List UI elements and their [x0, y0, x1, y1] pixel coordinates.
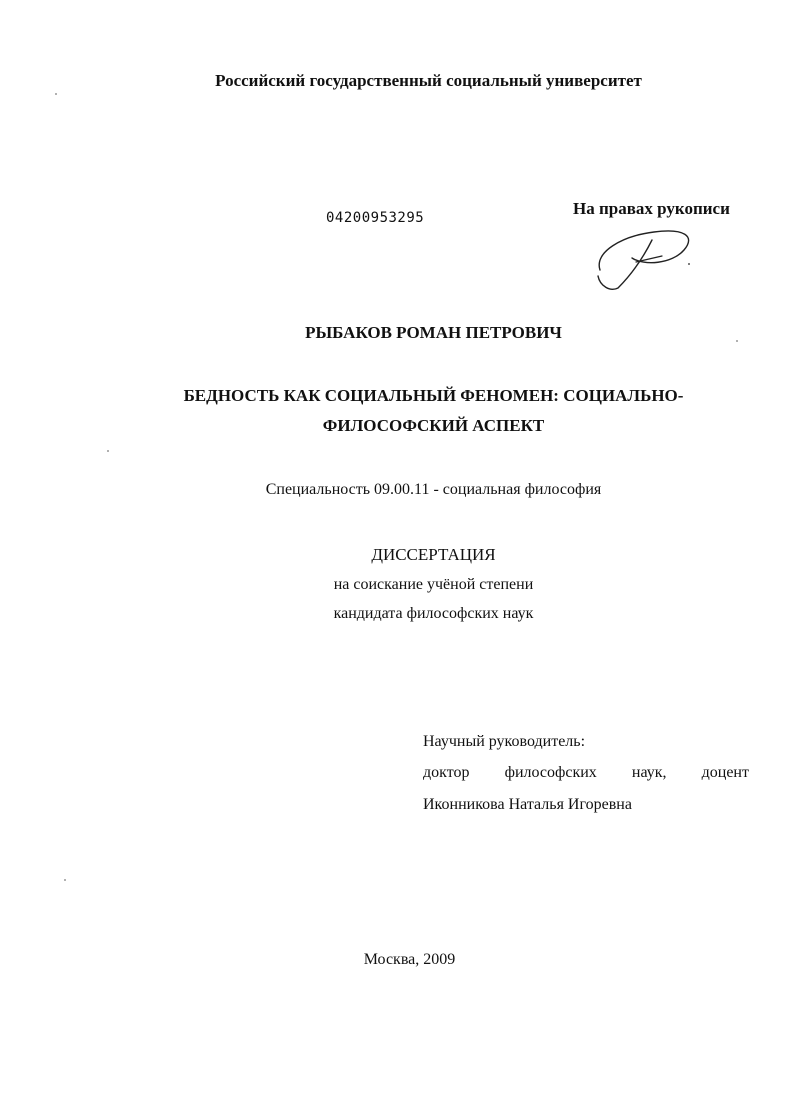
dissertation-title-line-2: ФИЛОСОФСКИЙ АСПЕКТ: [322, 416, 545, 435]
rights-note: На правах рукописи: [573, 199, 730, 218]
catalog-number: 04200953295: [326, 210, 425, 226]
specialty: Специальность 09.00.11 - социальная философия: [265, 481, 602, 498]
scan-speck: [736, 340, 738, 342]
scan-speck: [107, 450, 109, 452]
supervisor-label: Научный руководитель:: [423, 733, 586, 750]
scan-speck: [64, 879, 66, 881]
author-name: РЫБАКОВ РОМАН ПЕТРОВИЧ: [305, 323, 562, 342]
supervisor-rank-word: доктор: [423, 764, 470, 781]
supervisor-rank-word: наук,: [631, 764, 667, 781]
degree-line-2: кандидата философских наук: [333, 605, 534, 622]
supervisor-name: Иконникова Наталья Игоревна: [423, 796, 632, 813]
supervisor-rank-word: доцент: [701, 764, 749, 781]
signature-icon: [592, 222, 702, 292]
supervisor-rank-word: философских: [504, 764, 597, 781]
dissertation-heading: ДИССЕРТАЦИЯ: [371, 545, 496, 564]
scan-speck: [55, 93, 57, 95]
university-name: Российский государственный социальный университет: [215, 71, 642, 90]
degree-line-1: на соискание учёной степени: [333, 576, 534, 593]
supervisor-rank: [423, 764, 749, 782]
city-year: Москва, 2009: [363, 951, 456, 968]
dissertation-title-line-1: БЕДНОСТЬ КАК СОЦИАЛЬНЫЙ ФЕНОМЕН: СОЦИАЛЬНО-: [183, 386, 684, 405]
